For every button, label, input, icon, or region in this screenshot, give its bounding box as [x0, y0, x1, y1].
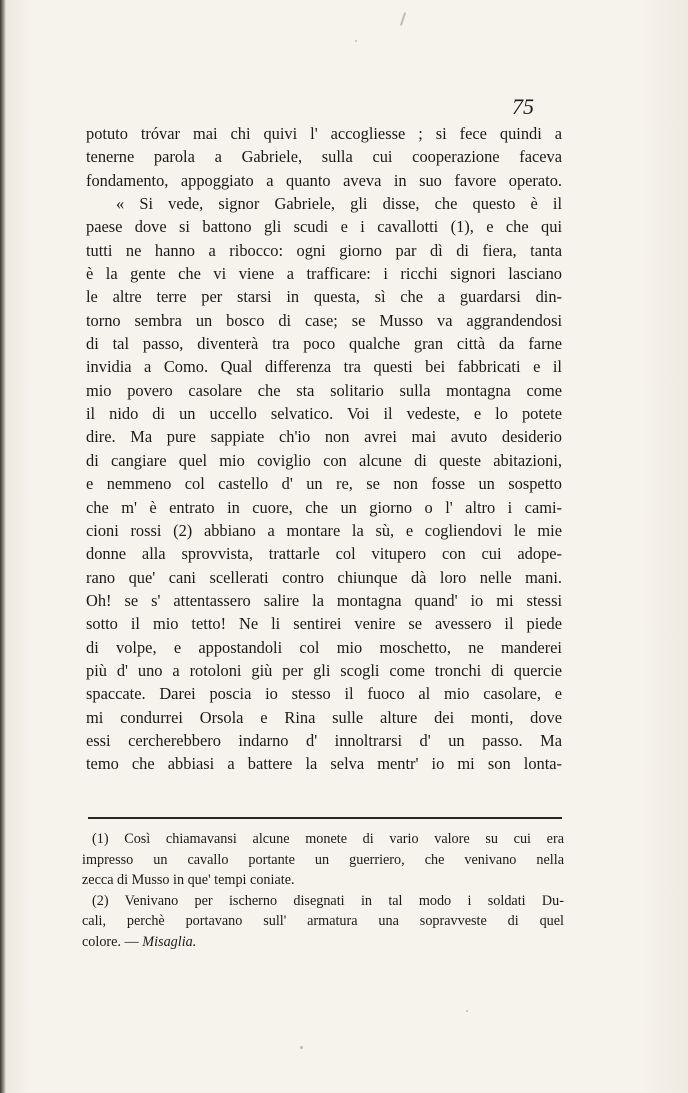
paper-speck: [466, 1010, 468, 1012]
footnote-line-last: [82, 932, 564, 953]
body-line: Oh! se s' attentassero salire la montagna quand' io mi stessi: [86, 590, 562, 610]
page-number: 75: [512, 94, 534, 119]
body-line: di volpe, e appostandoli col mio moschetto, ne manderei: [86, 637, 562, 657]
body-text: [86, 122, 562, 776]
body-line: e nemmeno col castello d' un re, se non fosse un sospetto: [86, 474, 562, 494]
paper-speck: [400, 12, 406, 26]
paper-speck: [355, 40, 357, 42]
body-line: le altre terre per starsi in questa, sì che a guardarsi din-: [86, 287, 562, 307]
footnote-line: impresso un cavallo portante un guerriero, che venivano nella: [82, 851, 564, 868]
footnote-line: cali, perchè portavano sull' armatura una sopravveste di quel: [82, 913, 564, 930]
body-line: mi condurrei Orsola e Rina sulle alture dei monti, dove: [86, 707, 562, 727]
body-line: torno sembra un bosco di case; se Musso va aggrandendosi: [86, 310, 562, 330]
body-line: temo che abbiasi a battere la selva mentr' io mi son lonta-: [86, 754, 562, 774]
book-spine-shadow: [0, 0, 6, 1093]
body-line: cioni rossi (2) abbiano a montare la sù, e cogliendovi le mie: [86, 520, 562, 540]
body-line: fondamento, appoggiato a quanto aveva in suo favore operato.: [86, 170, 562, 190]
body-line: di cangiare quel mio coviglio con alcune di queste abitazioni,: [86, 450, 562, 470]
body-line: più d' uno a rotoloni giù per gli scogli come tronchi di quercie: [86, 660, 562, 680]
body-line: dire. Ma pure sappiate ch'io non avrei mai avuto desiderio: [86, 427, 562, 447]
body-line: mio povero casolare che sta solitario sulla montagna come: [86, 380, 562, 400]
footnote-line: zecca di Musso in que' tempi coniate.: [82, 872, 295, 889]
body-line: essi cercherebbero indarno d' innoltrarsi d' un passo. Ma: [86, 730, 562, 750]
footnote-text: colore. —: [82, 933, 139, 950]
body-line: « Si vede, signor Gabriele, gli disse, che questo è il: [116, 194, 562, 214]
body-line: paese dove si battono gli scudi e i cavallotti (1), e che qui: [86, 217, 562, 237]
body-line: che m' è entrato in cuore, che un giorno o l' altro i cami-: [86, 497, 562, 517]
footnote-divider: [88, 817, 562, 819]
body-line: tutti ne hanno a ribocco: ogni giorno par dì di fiera, tanta: [86, 240, 562, 260]
body-line: invidia a Como. Qual differenza tra questi bei fabbricati e il: [86, 357, 562, 377]
body-line: donne alla sprovvista, trattarle col vitupero con cui adope-: [86, 544, 562, 564]
body-line: il nido di un uccello selvatico. Voi il vedeste, e lo potete: [86, 404, 562, 424]
body-line: potuto tróvar mai chi quivi l' accogliesse ; si fece quindi a: [86, 124, 562, 143]
body-line: rano que' cani scellerati contro chiunque dà loro nelle mani.: [86, 567, 562, 587]
paper-speck: [300, 1046, 303, 1049]
body-line: è la gente che vi viene a trafficare: i ricchi signori lasciano: [86, 264, 562, 284]
body-line: tenerne parola a Gabriele, sulla cui cooperazione faceva: [86, 147, 562, 167]
footnote-line: (1) Così chiamavansi alcune monete di vario valore su cui era: [92, 831, 564, 847]
footnote-signature: Misaglia.: [142, 933, 197, 950]
footnotes: [82, 829, 564, 953]
body-line: di tal passo, diventerà tra poco qualche gran città da farne: [86, 334, 562, 354]
footnote-line: (2) Venivano per ischerno disegnati in tal modo i soldati Du-: [92, 892, 564, 909]
body-line: spaccate. Darei poscia io stesso il fuoco al mio casolare, e: [86, 684, 562, 704]
body-line: sotto il mio tetto! Ne li sentirei venire se avessero il piede: [86, 614, 562, 634]
